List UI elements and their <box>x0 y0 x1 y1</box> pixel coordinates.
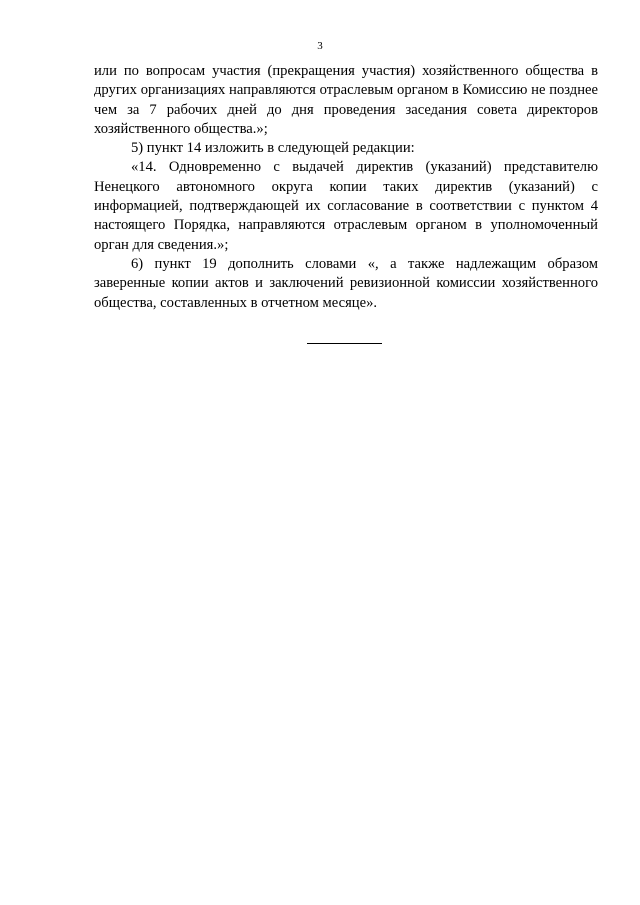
paragraph-quoted-clause-14: «14. Одновременно с выдачей директив (указаний) представителю Ненецкого автономного округа копии таких директив (указаний) с информацией, подтверждающей их согласование в соответствии с пунктом 4 настоящего Порядка, направляются отраслевым органом в уполномоченный орган для сведения.»; <box>94 159 598 253</box>
document-body <box>94 62 598 313</box>
end-of-text-rule <box>307 343 382 344</box>
paragraph-item-5: 5) пункт 14 изложить в следующей редакции: <box>131 140 415 157</box>
page-number: 3 <box>317 40 323 52</box>
paragraph-item-6: 6) пункт 19 дополнить словами «, а также надлежащим образом заверенные копии актов и заключений ревизионной комиссии хозяйственного общества, составленных в отчетном месяце». <box>94 255 598 311</box>
paragraph-continuation: или по вопросам участия (прекращения участия) хозяйственного общества в других организациях направляются отраслевым органом в Комиссию не позднее чем за 7 рабочих дней до дня проведения заседания совета директоров хозяйственного общества.»; <box>94 63 598 137</box>
